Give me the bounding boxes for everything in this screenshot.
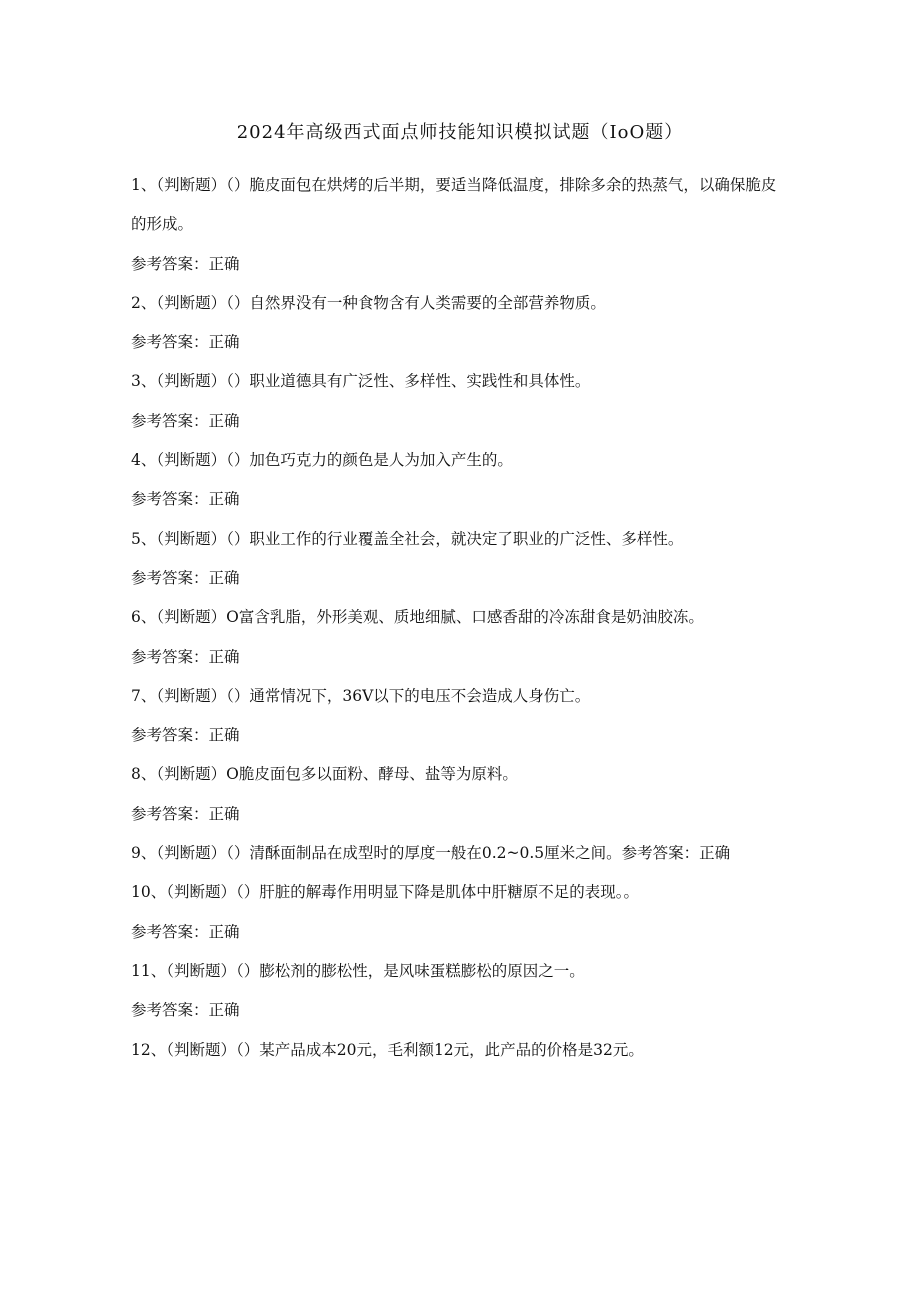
page-title: 2024年高级西式面点师技能知识模拟试题（IoO题） <box>236 122 684 143</box>
answer-7: 参考答案：正确 <box>131 726 240 745</box>
question-11: 11、（判断题）（）膨松剂的膨松性，是风味蛋糕膨松的原因之一。 <box>131 961 585 980</box>
answer-3: 参考答案：正确 <box>131 411 240 430</box>
answer-8: 参考答案：正确 <box>131 804 240 823</box>
question-12: 12、（判断题）（）某产品成本20元，毛利额12元，此产品的价格是32元。 <box>131 1040 644 1059</box>
question-1: 1、（判断题）（）脆皮面包在烘烤的后半期，要适当降低温度，排除多余的热蒸气，以确保脆皮的形成。 <box>131 176 777 234</box>
answer-2: 参考答案：正确 <box>131 333 240 352</box>
question-5: 5、（判断题）（）职业工作的行业覆盖全社会，就决定了职业的广泛性、多样性。 <box>131 529 684 548</box>
answer-11: 参考答案：正确 <box>131 1001 240 1020</box>
answer-6: 参考答案：正确 <box>131 647 240 666</box>
question-10: 10、（判断题）（）肝脏的解毒作用明显下降是肌体中肝糖原不足的表现。。 <box>131 883 639 902</box>
question-9: 9、（判断题）（）清酥面制品在成型时的厚度一般在0.2~0.5厘米之间。参考答案：正确 <box>131 844 731 863</box>
answer-10: 参考答案：正确 <box>131 922 240 941</box>
question-list <box>131 166 791 1070</box>
answer-4: 参考答案：正确 <box>131 490 240 509</box>
answer-5: 参考答案：正确 <box>131 568 240 587</box>
question-7: 7、（判断题）（）通常情况下，36V以下的电压不会造成人身伤亡。 <box>131 686 591 705</box>
question-4: 4、（判断题）（）加色巧克力的颜色是人为加入产生的。 <box>131 451 513 470</box>
question-8: 8、（判断题）O脆皮面包多以面粉、酵母、盐等为原料。 <box>131 765 518 784</box>
answer-1: 参考答案：正确 <box>131 254 240 273</box>
question-6: 6、（判断题）O富含乳脂，外形美观、质地细腻、口感香甜的冷冻甜食是奶油胶冻。 <box>131 608 704 627</box>
question-2: 2、（判断题）（）自然界没有一种食物含有人类需要的全部营养物质。 <box>131 293 606 312</box>
question-3: 3、（判断题）（）职业道德具有广泛性、多样性、实践性和具体性。 <box>131 372 591 391</box>
